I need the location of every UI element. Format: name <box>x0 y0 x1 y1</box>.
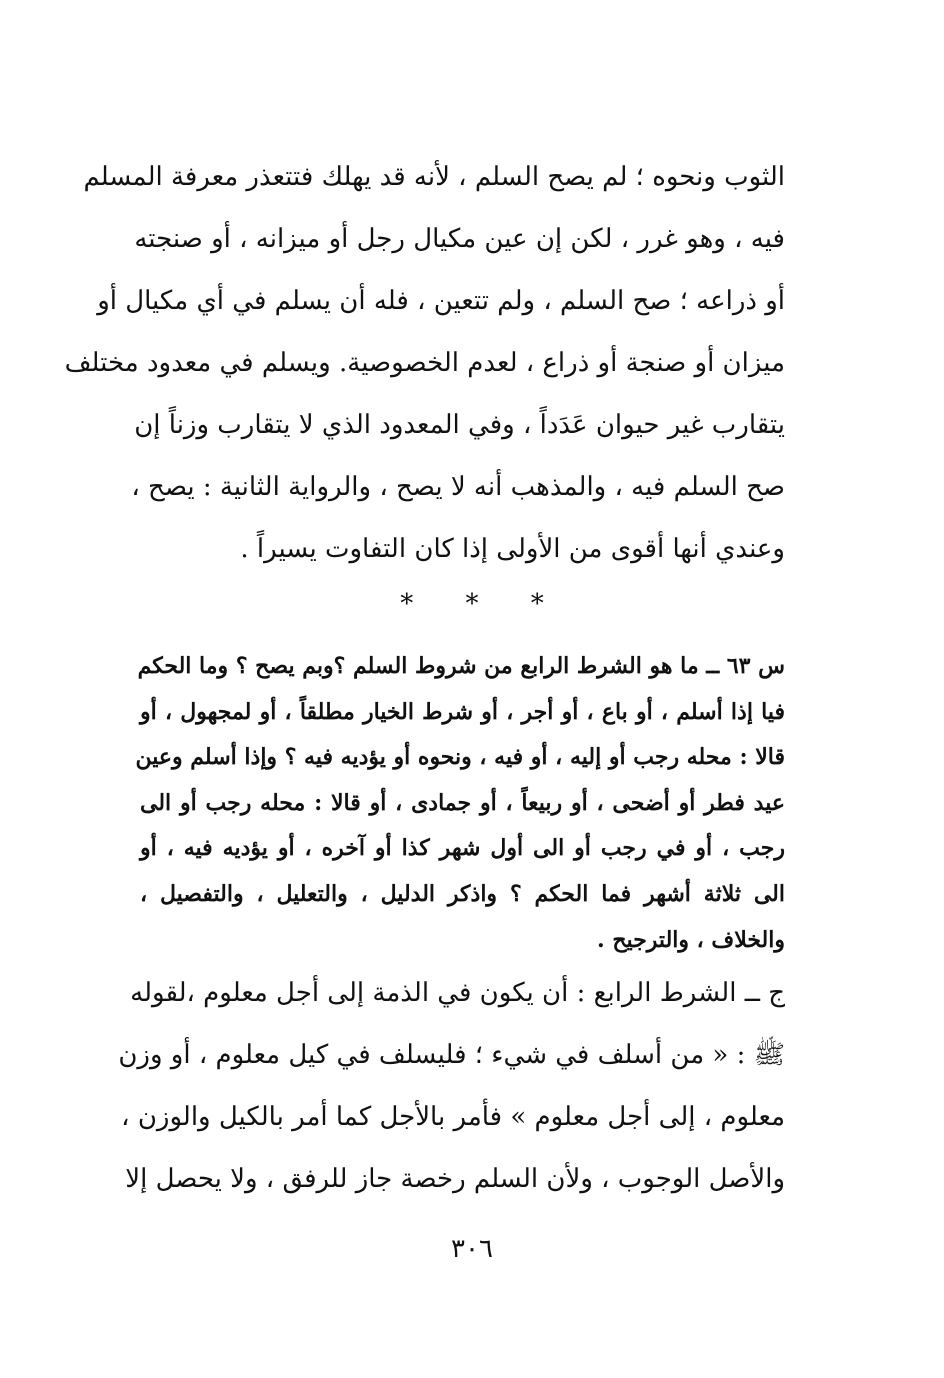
section-separator <box>0 586 944 622</box>
text-line: وعندي أنها أقوى من الأولى إذا كان التفاوت يسيراً . <box>240 534 785 564</box>
text-line: يتقارب غير حيوان عَدَداً ، وفي المعدود الذي لا يتقارب وزناً إن <box>134 410 785 440</box>
question-line: قالا : محله رجب أو إليه ، أو فيه ، ونحوه أو يؤديه فيه ؟ وإذا أسلم وعين <box>135 744 785 771</box>
star-mark: * <box>465 589 479 619</box>
question-block <box>135 644 785 963</box>
answer-line: ﷺ : « من أسلف في شيء ؛ فليسلف في كيل معلوم ، أو وزن <box>118 1040 785 1070</box>
answer-line: معلوم ، إلى أجل معلوم » فأمر بالأجل كما أمر بالكيل والوزن ، <box>121 1102 785 1132</box>
answer-block <box>118 962 785 1210</box>
text-line: فيه ، وهو غرر ، لكن إن عين مكيال رجل أو ميزانه ، أو صنجته <box>134 224 785 254</box>
star-mark: * <box>530 589 544 619</box>
question-line: والخلاف ، والترجيح . <box>597 926 785 953</box>
text-line: صح السلم فيه ، والمذهب أنه لا يصح ، والرواية الثانية : يصح ، <box>131 472 785 502</box>
page-number: ٣٠٦ <box>451 1234 493 1264</box>
question-line: رجب ، أو في رجب أو الى أول شهر كذا أو آخره ، أو يؤديه فيه ، أو <box>140 835 785 862</box>
star-mark: * <box>400 589 414 619</box>
paragraph-1 <box>64 146 785 580</box>
answer-line: ج ــ الشرط الرابع : أن يكون في الذمة إلى أجل معلوم ،لقوله <box>130 978 785 1008</box>
question-line: الى ثلاثة أشهر فما الحكم ؟ واذكر الدليل ، والتعليل ، والتفصيل ، <box>140 880 785 907</box>
answer-line: والأصل الوجوب ، ولأن السلم رخصة جاز للرفق ، ولا يحصل إلا <box>125 1164 785 1194</box>
question-line: س ٦٣ ــ ما هو الشرط الرابع من شروط السلم ؟وبم يصح ؟ وما الحكم <box>137 653 785 679</box>
text-line: أو ذراعه ؛ صح السلم ، ولم تتعين ، فله أن يسلم في أي مكيال أو <box>97 286 785 316</box>
text-line: الثوب ونحوه ؛ لم يصح السلم ، لأنه قد يهلك فتتعذر معرفة المسلم <box>83 162 785 192</box>
text-line: ميزان أو صنجة أو ذراع ، لعدم الخصوصية. ويسلم في معدود مختلف <box>64 348 785 378</box>
question-line: فيا إذا أسلم ، أو باع ، أو أجر ، أو شرط الخيار مطلقاً ، أو لمجهول ، أو <box>140 698 785 725</box>
question-line: عيد فطر أو أضحى ، أو ربيعاً ، أو جمادى ، أو قالا : محله رجب أو الى <box>140 789 785 816</box>
